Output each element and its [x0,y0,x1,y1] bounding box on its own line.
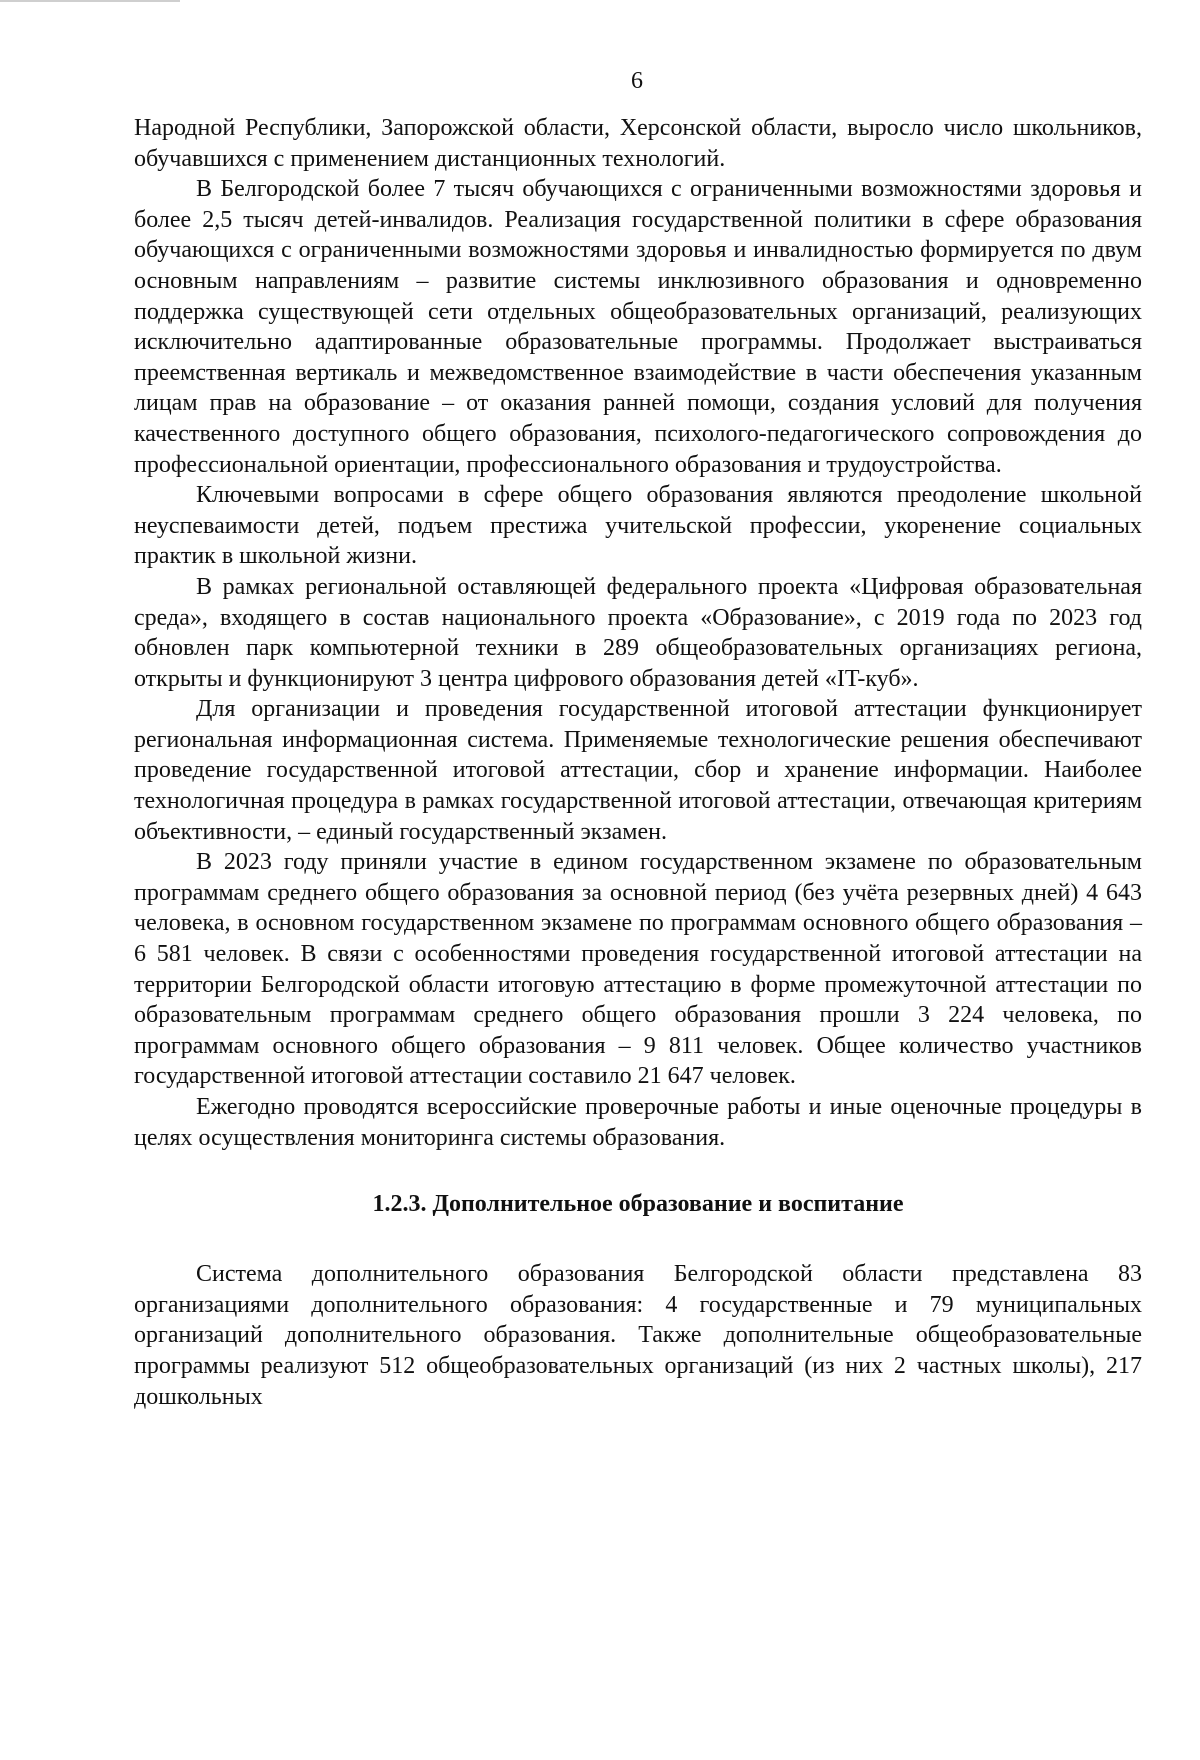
scan-edge-line [0,0,180,2]
paragraph-key-issues: Ключевыми вопросами в сфере общего образования являются преодоление школьной неуспеваимости детей, подъем престижа учительской профессии, укоренение социальных практик в школьной жизни. [134,482,1142,570]
section-heading: 1.2.3. Дополнительное образование и воспитание [372,1191,904,1218]
paragraph-disabled-students: В Белгородской более 7 тысяч обучающихся с ограниченными возможностями здоровья и более 2,5 тысяч детей-инвалидов. Реализация государственной политики в сфере образования обучающихся с ограниченными возможностями здоровья и инвалидностью формируется по двум основным направлениям – развитие системы инклюзивного образования и одновременно поддержка существующей сети отдельных общеобразовательных организаций, реализующих исключительно адаптированные образовательные программы. Продолжает выстраиваться преемственная вертикаль и межведомственное взаимодействие в части обеспечения указанным лицам прав на образование – от оказания ранней помощи, создания условий для получения качественного доступного общего образования, психолого-педагогического сопровождения до профессиональной ориентации, профессионального образования и трудоустройства. [134,176,1142,478]
page-number: 6 [631,68,643,94]
paragraph-additional-education: Система дополнительного образования Белгородской области представлена 83 организациями дополнительного образования: 4 государственные и 79 муниципальных организаций дополнительного образования. Также дополнительные общеобразовательные программы реализуют 512 общеобразовательных организаций (из них 2 частных школы), 217 дошкольных [134,1261,1142,1410]
paragraph-exam-results: В 2023 году приняли участие в едином государственном экзамене по образовательным программам среднего общего образования за основной период (без учёта резервных дней) 4 643 человека, в основном государственном экзамене по программам основного общего образования – 6 581 человек. В связи с особенностями проведения государственной итоговой аттестации на территории Белгородской области итоговую аттестацию в форме промежуточной аттестации по образовательным программам среднего общего образования прошли 3 224 человека, по программам основного общего образования – 9 811 человек. Общее количество участников государственной итоговой аттестации составило 21 647 человек. [134,849,1142,1090]
paragraph-monitoring: Ежегодно проводятся всероссийские проверочные работы и иные оценочные процедуры в целях осуществления мониторинга системы образования. [134,1094,1142,1151]
paragraph-state-attestation: Для организации и проведения государственной итоговой аттестации функционирует региональная информационная система. Применяемые технологические решения обеспечивают проведение государственной итоговой аттестации, сбор и хранение информации. Наиболее технологичная процедура в рамках государственной итоговой аттестации, отвечающая критериям объективности, – единый государственный экзамен. [134,696,1142,845]
page-content [134,113,1142,1412]
paragraph-digital-environment: В рамках региональной оставляющей федерального проекта «Цифровая образовательная среда», входящего в состав национального проекта «Образование», с 2019 года по 2023 год обновлен парк компьютерной техники в 289 общеобразовательных организациях региона, открыты и функционируют 3 центра цифрового образования детей «IT-куб». [134,573,1142,692]
paragraph-continuation: Народной Республики, Запорожской области, Херсонской области, выросло число школьников, обучавшихся с применением дистанционных технологий. [134,115,1142,172]
